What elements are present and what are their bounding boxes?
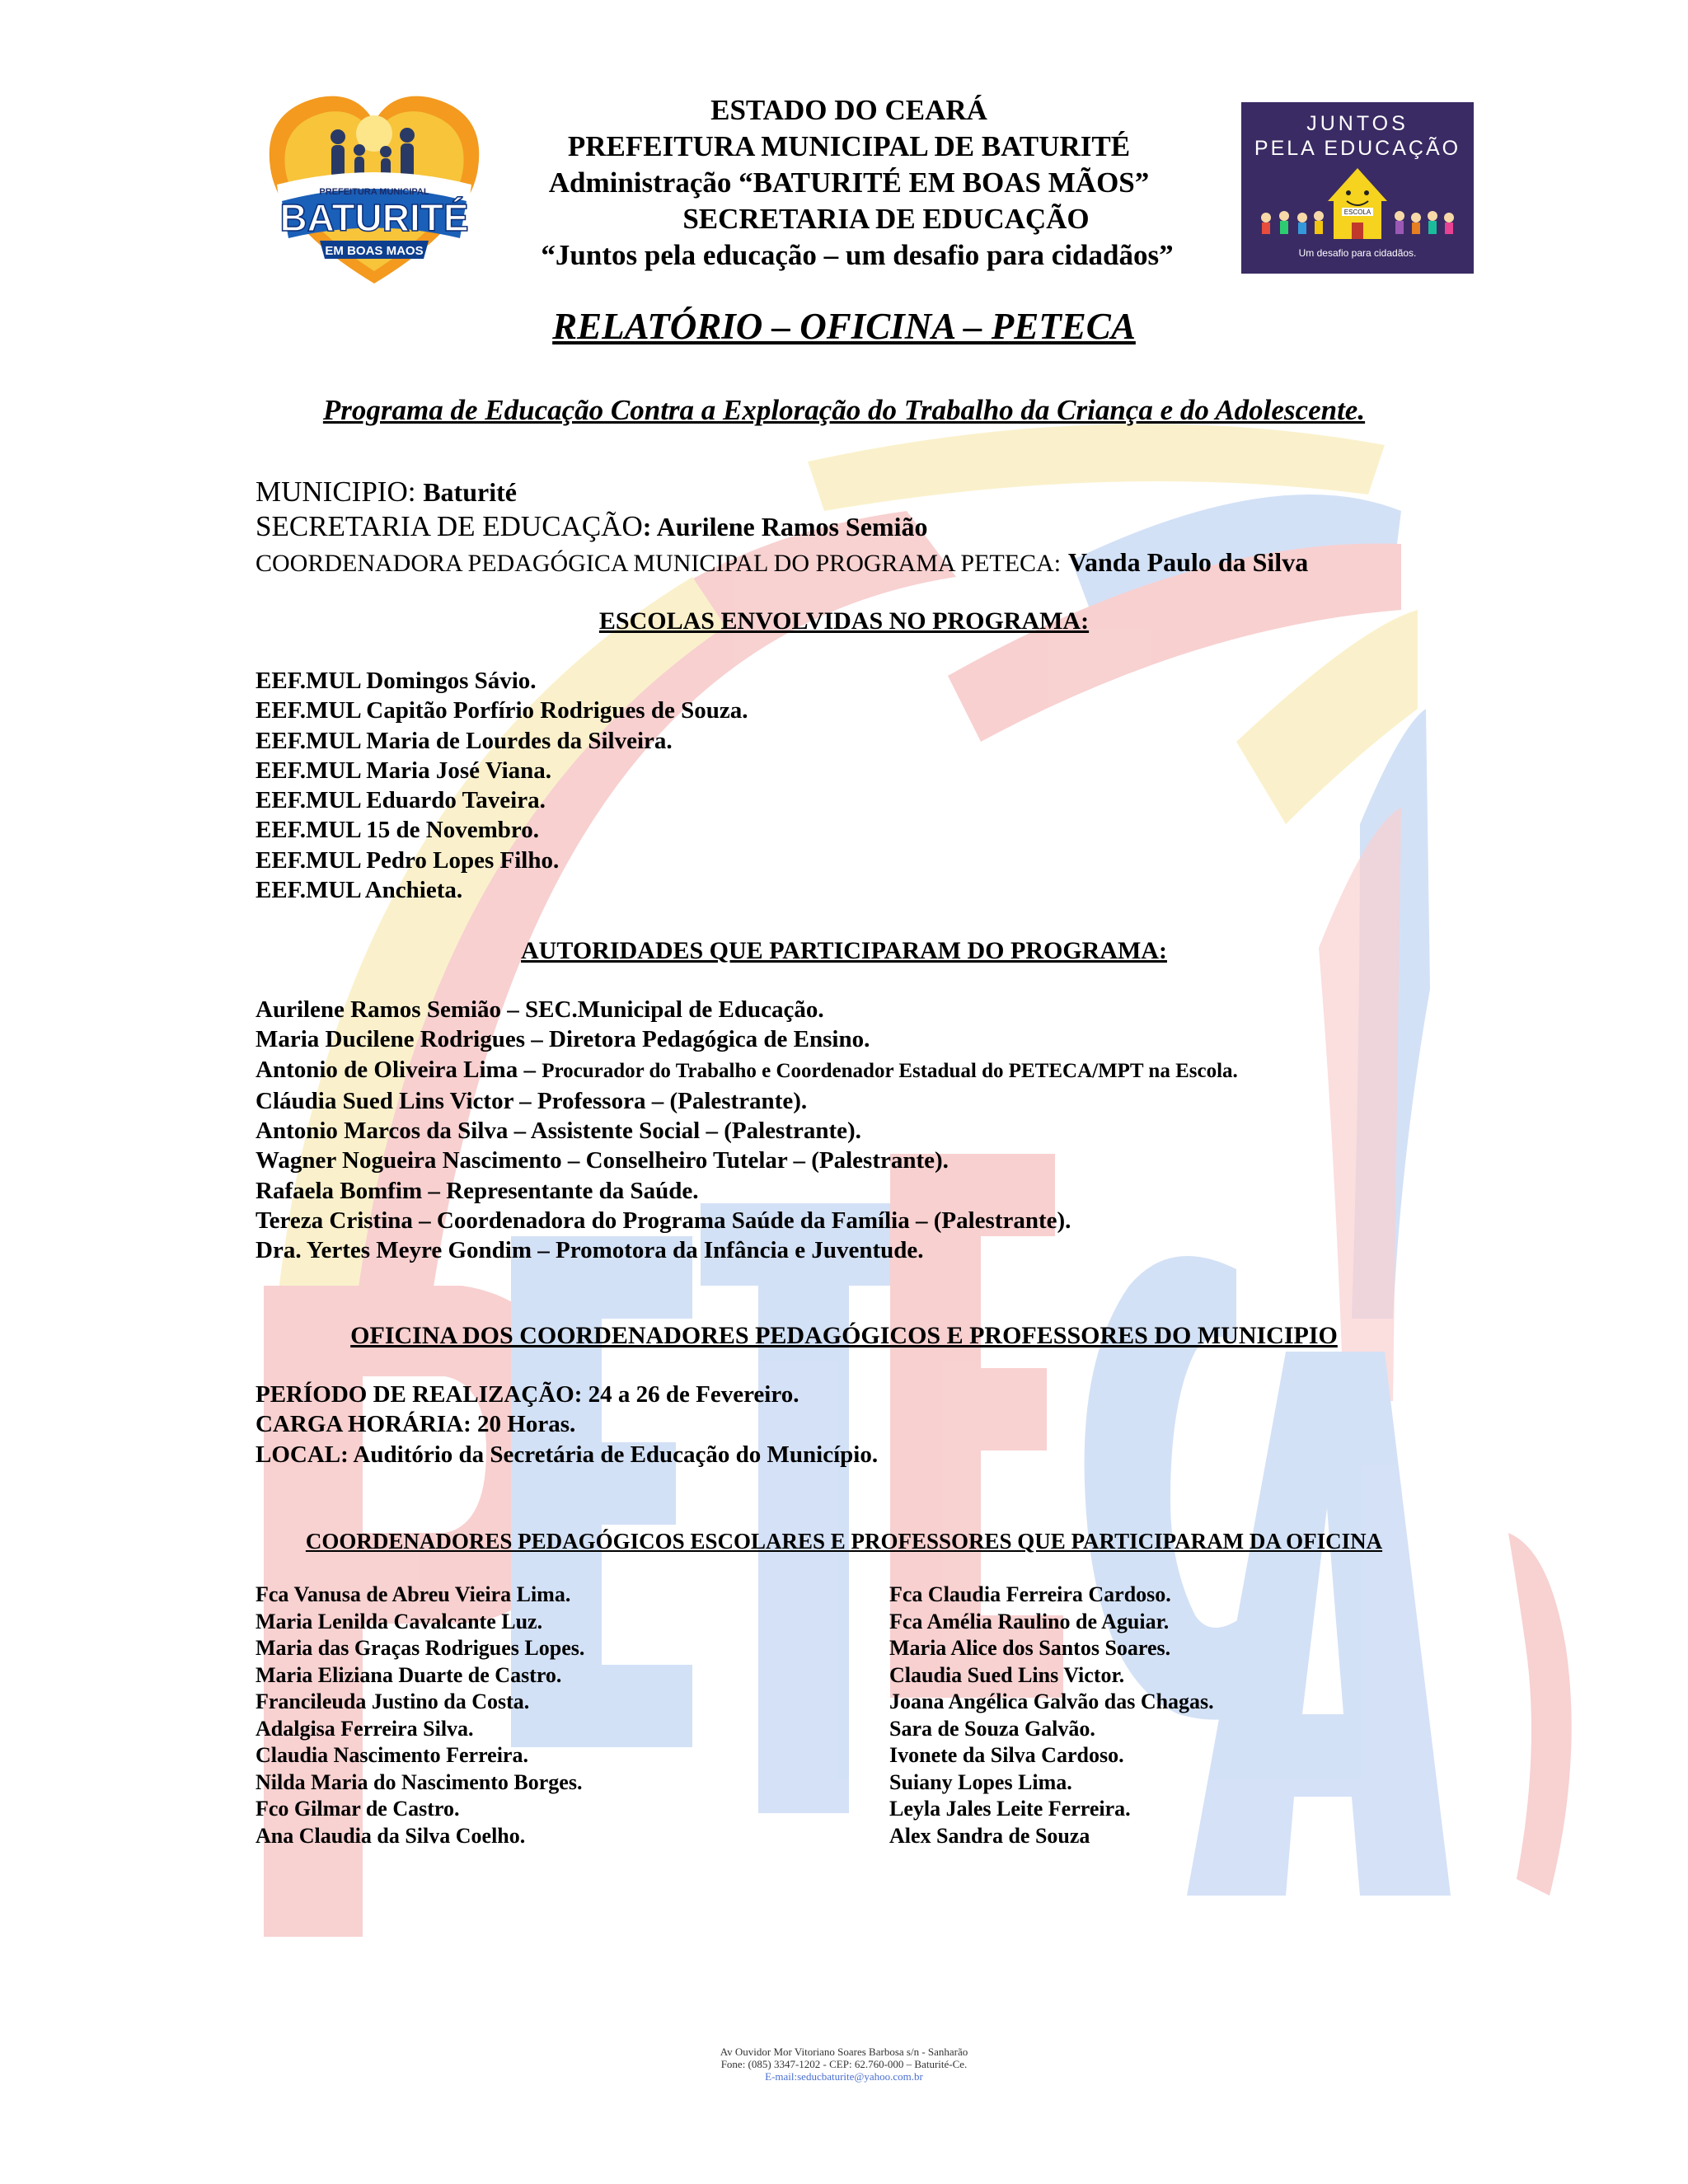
list-item: Fco Gilmar de Castro. [256,1797,460,1821]
list-item: Nilda Maria do Nascimento Borges. [256,1769,583,1794]
list-item: EEF.MUL Pedro Lopes Filho. [256,846,560,874]
coordinator-value: Vanda Paulo da Silva [1067,547,1309,577]
header-prefecture: PREFEITURA MUNICIPAL DE BATURITÉ [567,130,1131,162]
secretariat-line [256,509,927,544]
list-item: EEF.MUL 15 de Novembro. [256,817,539,844]
list-item: Ivonete da Silva Cardoso. [889,1743,1124,1767]
list-item: EEF.MUL Anchieta. [256,877,463,904]
authority-role: Procurador do Trabalho e Coordenador Estadual do PETECA/MPT na Escola. [542,1059,1238,1082]
participants-left-column [256,1582,584,1849]
participants-heading: COORDENADORES PEDAGÓGICOS ESCOLARES E PROFESSORES QUE PARTICIPARAM DA OFICINA [305,1529,1383,1554]
participants-right-column [889,1582,1214,1849]
secretariat-label-text: SECRETARIA DE EDUCAÇÃO [256,510,643,542]
list-item: Antonio Marcos da Silva – Assistente Social – (Palestrante). [256,1118,861,1145]
footer-address [0,2046,1688,2083]
baturite-logo [262,86,486,290]
school-house-icon [1241,160,1474,246]
list-item: EEF.MUL Eduardo Taveira. [256,787,546,814]
list-item: Maria Eliziana Duarte de Castro. [256,1662,562,1687]
juntos-logo-line1: JUNTOS [1306,112,1409,135]
coordinator-label: COORDENADORA PEDAGÓGICA MUNICIPAL DO PROGRAMA PETECA: [256,550,1062,577]
workshop-heading: OFICINA DOS COORDENADORES PEDAGÓGICOS E PROFESSORES DO MUNICIPIO [350,1322,1338,1349]
list-item: Rafaela Bomfim – Representante da Saúde. [256,1177,699,1204]
schools-list [256,666,748,905]
schools-heading: ESCOLAS ENVOLVIDAS NO PROGRAMA: [598,607,1090,635]
list-item: Francileuda Justino da Costa. [256,1690,530,1713]
juntos-logo-line2: PELA EDUCAÇÃO [1254,137,1461,160]
header-motto: “Juntos pela educação – um desafio para cidadãos” [541,239,1174,271]
coordinator-line [256,545,1308,581]
list-item: Fca Amélia Raulino de Aguiar. [889,1609,1170,1633]
list-item: Adalgisa Ferreira Silva. [256,1716,474,1741]
municipality-line [256,475,517,509]
list-item: Cláudia Sued Lins Victor – Professora – (Palestrante). [256,1087,808,1114]
list-item: Sara de Souza Galvão. [889,1716,1095,1741]
report-subtitle: Programa de Educação Contra a Exploração do Trabalho da Criança e do Adolescente. [322,394,1366,426]
juntos-logo [1241,102,1474,274]
letterhead [462,92,1236,274]
authorities-list [256,995,1238,1266]
authority-name: Antonio de Oliveira Lima – [256,1056,536,1083]
juntos-logo-tagline: Um desafio para cidadãos. [1298,247,1417,259]
list-item: Aurilene Ramos Semião – SEC.Municipal de Educação. [256,996,824,1023]
list-item: Suiany Lopes Lima. [889,1769,1072,1794]
list-item: Leyla Jales Leite Ferreira. [889,1797,1131,1821]
school-sign-text: ESCOLA [1343,209,1372,216]
municipality-label: MUNICIPIO: [256,476,416,508]
list-item: Claudia Nascimento Ferreira. [256,1743,528,1767]
list-item: Claudia Sued Lins Victor. [889,1662,1125,1687]
header-secretariat: SECRETARIA DE EDUCAÇÃO [682,203,1090,235]
list-item: Maria Lenilda Cavalcante Luz. [256,1609,543,1633]
secretariat-value: : Aurilene Ramos Semião [642,512,928,541]
header-state: ESTADO DO CEARÁ [710,94,987,126]
workshop-location: LOCAL: Auditório da Secretária de Educação do Município. [256,1441,879,1468]
header-administration: Administração “BATURITÉ EM BOAS MÃOS” [548,166,1150,199]
logo-main-text: BATURITÉ [279,196,469,239]
list-item [256,1055,1238,1086]
list-item: EEF.MUL Domingos Sávio. [256,668,537,694]
authorities-heading: AUTORIDADES QUE PARTICIPARAM DO PROGRAMA: [521,937,1167,964]
logo-top-text: PREFEITURA MUNICIPAL [319,187,429,197]
list-item: Maria das Graças Rodrigues Lopes. [256,1636,585,1660]
list-item: Dra. Yertes Meyre Gondim – Promotora da Infância e Juventude. [256,1237,924,1264]
list-item: Ana Claudia da Silva Coelho. [256,1823,526,1848]
footer-street: Av Ouvidor Mor Vitoriano Soares Barbosa s/n - Sanharão [720,2046,968,2058]
footer-phone: Fone: (085) 3347-1202 - CEP: 62.760-000 – Baturité-Ce. [720,2058,968,2070]
workshop-details [256,1380,878,1469]
list-item: Joana Angélica Galvão das Chagas. [889,1690,1214,1713]
list-item: Maria Ducilene Rodrigues – Diretora Pedagógica de Ensino. [256,1026,870,1053]
list-item: Fca Vanusa de Abreu Vieira Lima. [256,1582,571,1606]
list-item: Wagner Nogueira Nascimento – Conselheiro Tutelar – (Palestrante). [256,1147,949,1174]
list-item: Alex Sandra de Souza [889,1823,1090,1848]
logo-ribbon-text: EM BOAS MAOS [325,244,424,258]
municipality-value: Baturité [423,477,517,507]
list-item: Tereza Cristina – Coordenadora do Programa Saúde da Família – (Palestrante). [256,1207,1071,1235]
list-item: Maria Alice dos Santos Soares. [889,1636,1171,1660]
workshop-period: PERÍODO DE REALIZAÇÃO: 24 a 26 de Fevereiro. [256,1381,799,1408]
list-item: EEF.MUL Maria José Viana. [256,757,552,784]
report-title: RELATÓRIO – OFICINA – PETECA [552,306,1136,347]
footer-email: E-mail:seducbaturite@yahoo.com.br [765,2070,923,2083]
list-item: EEF.MUL Maria de Lourdes da Silveira. [256,727,673,754]
workshop-hours: CARGA HORÁRIA: 20 Horas. [256,1411,576,1438]
list-item: Fca Claudia Ferreira Cardoso. [889,1582,1171,1606]
list-item: EEF.MUL Capitão Porfírio Rodrigues de Souza. [256,697,748,724]
